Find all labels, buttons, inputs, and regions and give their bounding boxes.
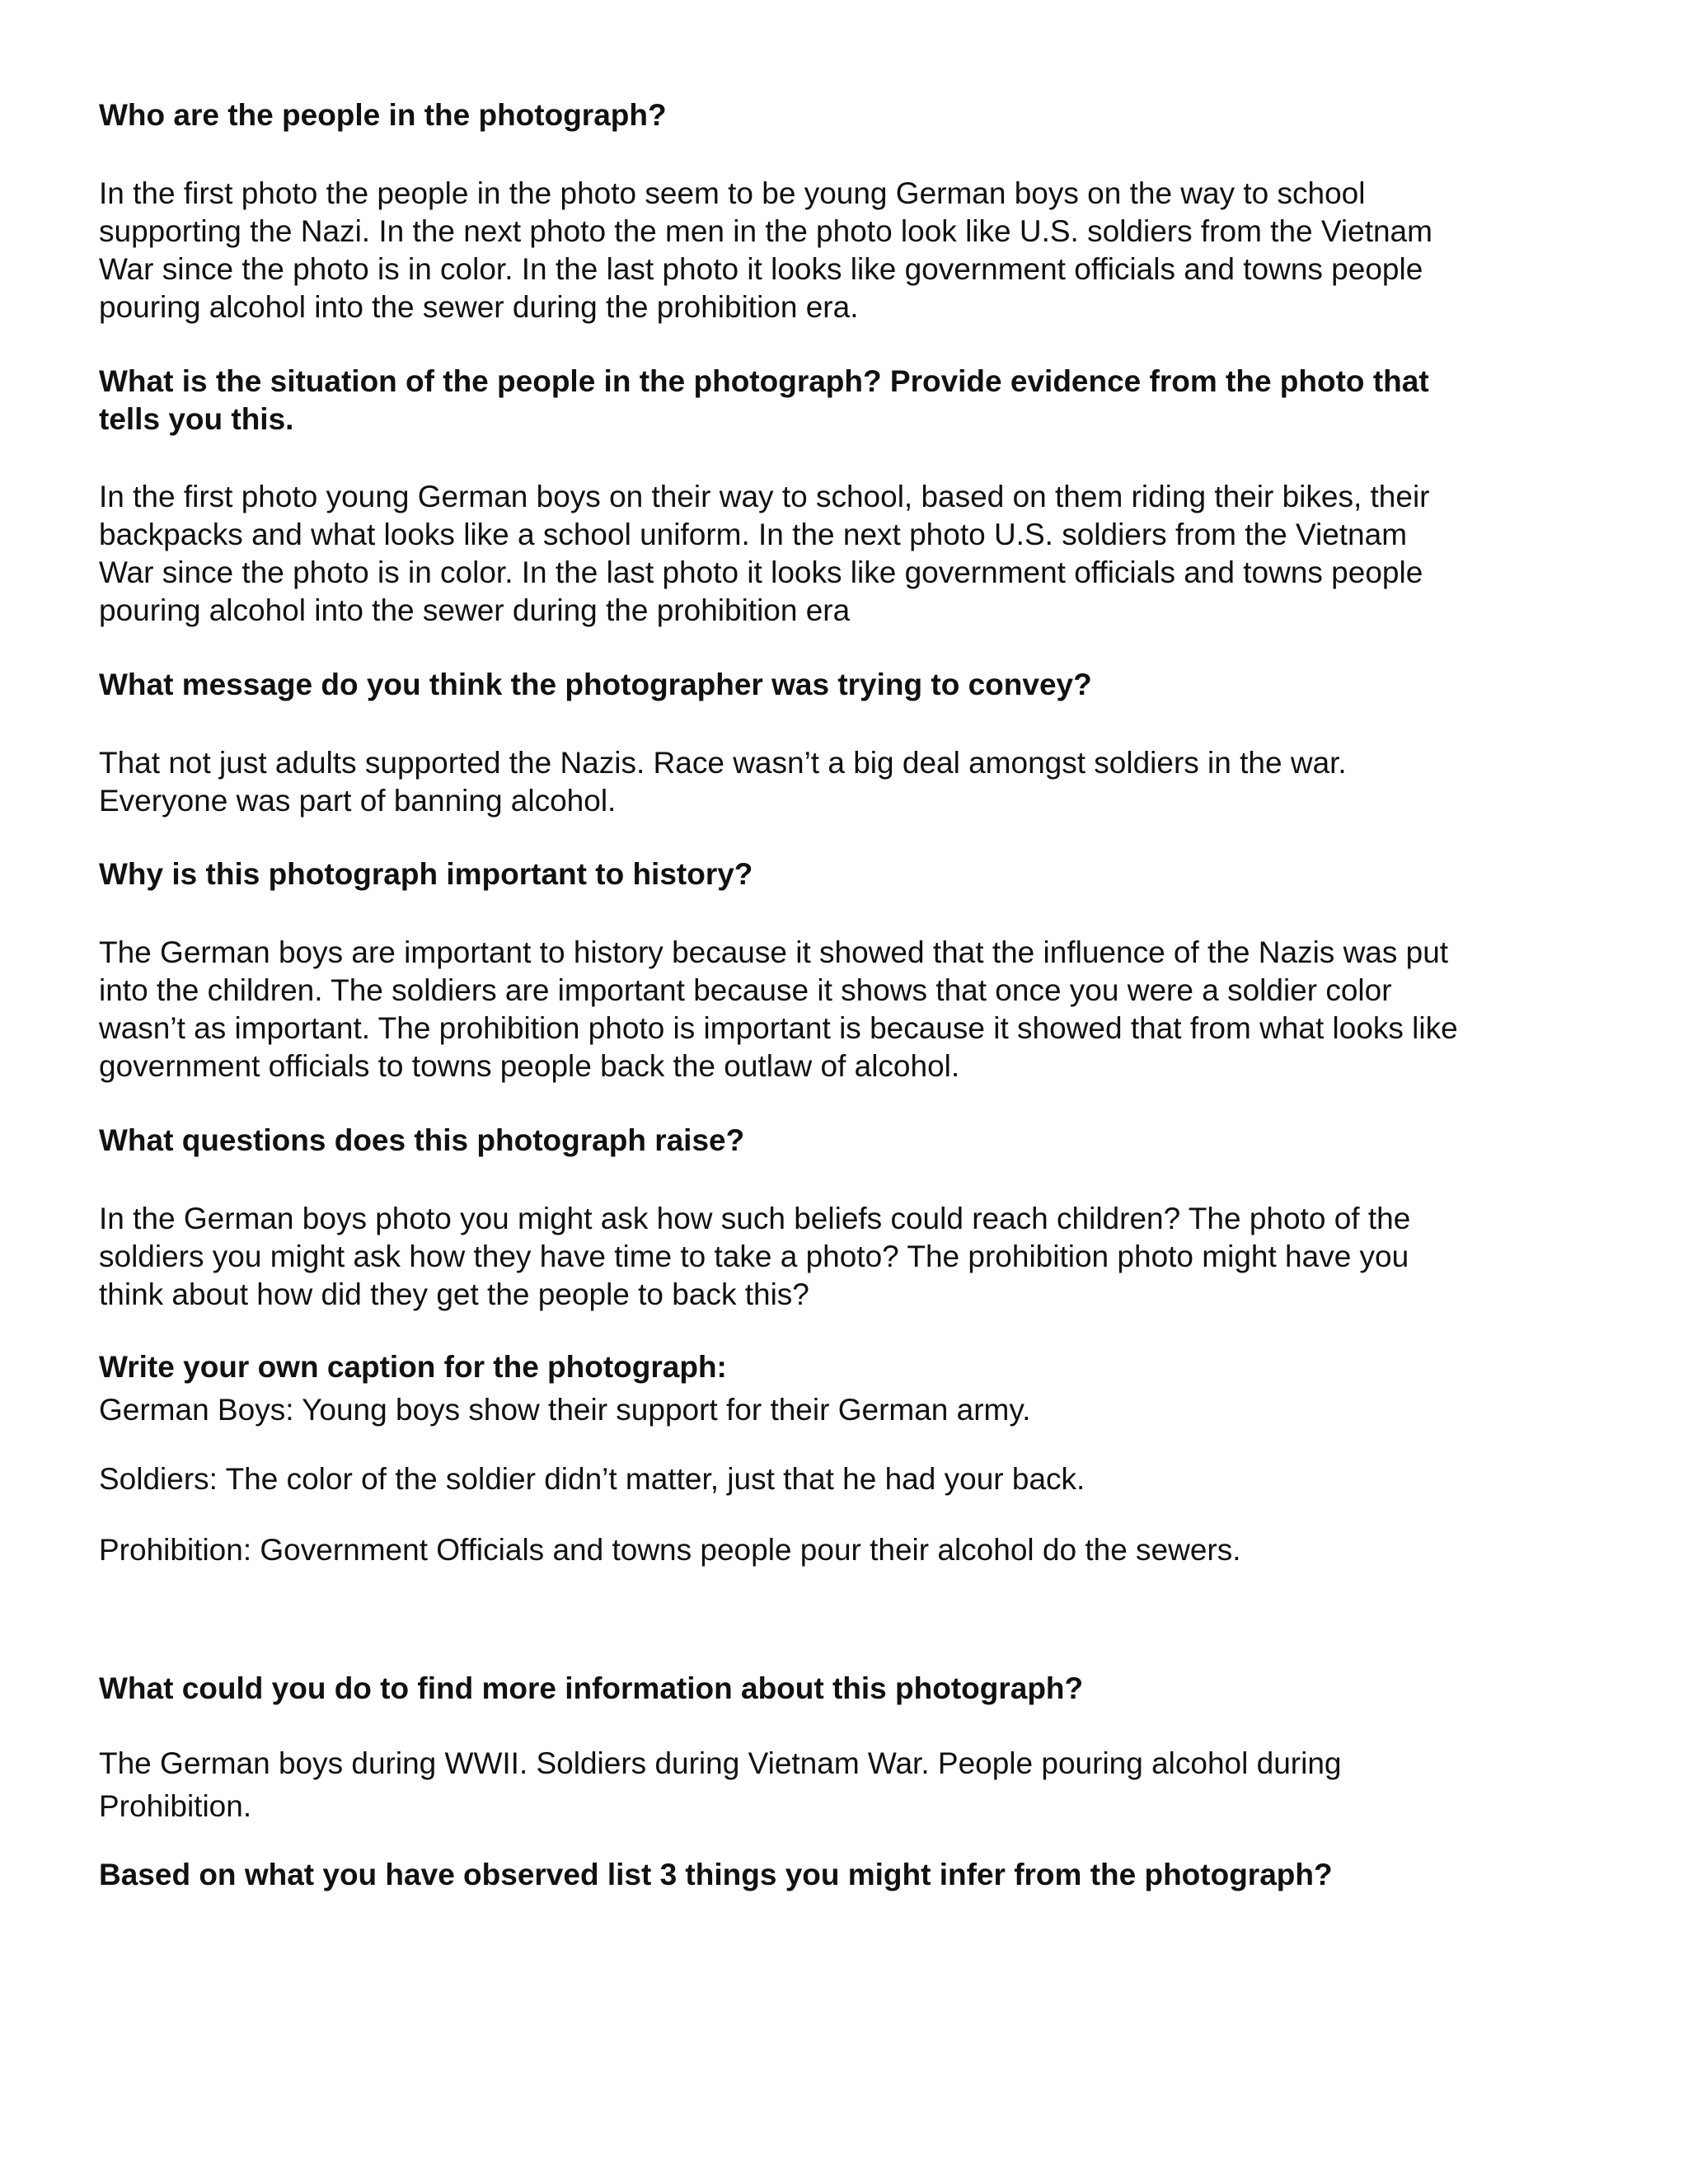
answer-importance xyxy=(99,934,1599,1085)
answer-line: War since the photo is in color. In the last photo it looks like government officials and towns people xyxy=(99,555,1423,589)
answer-line: pouring alcohol into the sewer during the prohibition era xyxy=(99,593,851,627)
answer-line: wasn’t as important. The prohibition photo is important is because it showed that from what looks like xyxy=(99,1011,1458,1045)
answer-line: In the German boys photo you might ask how such beliefs could reach children? The photo of the xyxy=(99,1202,1411,1235)
question-infer xyxy=(99,1856,1599,1894)
answer-line: Prohibition. xyxy=(99,1789,252,1823)
question-line: tells you this. xyxy=(99,402,294,436)
question-line: What could you do to find more information about this photograph? xyxy=(99,1671,1084,1705)
question-importance xyxy=(99,855,1599,893)
answer-people xyxy=(99,175,1599,326)
question-line: Why is this photograph important to history? xyxy=(99,857,753,891)
caption-soldiers xyxy=(99,1460,1599,1498)
question-line: What is the situation of the people in the photograph? Provide evidence from the photo that xyxy=(99,364,1429,398)
answer-line: Everyone was part of banning alcohol. xyxy=(99,784,617,818)
answer-line: government officials to towns people back the outlaw of alcohol. xyxy=(99,1049,960,1083)
question-line: What message do you think the photographer was trying to convey? xyxy=(99,668,1092,701)
question-line: What questions does this photograph raise? xyxy=(99,1123,745,1157)
answer-line: supporting the Nazi. In the next photo the men in the photo look like U.S. soldiers from the Vietnam xyxy=(99,214,1432,248)
question-line: Based on what you have observed list 3 things you might infer from the photograph? xyxy=(99,1858,1333,1891)
question-message xyxy=(99,666,1599,704)
answer-line: soldiers you might ask how they have time to take a photo? The prohibition photo might have you xyxy=(99,1240,1409,1273)
question-line: Who are the people in the photograph? xyxy=(99,98,667,132)
answer-raised xyxy=(99,1200,1599,1314)
question-situation xyxy=(99,363,1599,438)
caption-line: German Boys: Young boys show their support for their German army. xyxy=(99,1393,1031,1427)
answer-line: War since the photo is in color. In the last photo it looks like government officials and towns people xyxy=(99,252,1423,286)
question-caption xyxy=(99,1348,1599,1386)
caption-line: Prohibition: Government Officials and towns people pour their alcohol do the sewers. xyxy=(99,1533,1241,1567)
answer-line: think about how did they get the people to back this? xyxy=(99,1277,809,1311)
caption-prohibition xyxy=(99,1531,1599,1569)
answer-line: backpacks and what looks like a school uniform. In the next photo U.S. soldiers from the Vietnam xyxy=(99,518,1408,551)
answer-situation xyxy=(99,478,1599,630)
question-people xyxy=(99,96,1599,134)
answer-line: In the first photo young German boys on their way to school, based on them riding their bikes, their xyxy=(99,480,1430,513)
question-more-info xyxy=(99,1670,1599,1708)
answer-line: In the first photo the people in the photo seem to be young German boys on the way to school xyxy=(99,176,1366,210)
answer-line: pouring alcohol into the sewer during the prohibition era. xyxy=(99,290,859,324)
answer-line: That not just adults supported the Nazis. Race wasn’t a big deal amongst soldiers in the war. xyxy=(99,746,1347,780)
question-raised xyxy=(99,1122,1599,1160)
caption-german-boys xyxy=(99,1391,1599,1429)
answer-more-info xyxy=(99,1742,1599,1828)
answer-line: into the children. The soldiers are important because it shows that once you were a soldier color xyxy=(99,973,1392,1007)
answer-line: The German boys are important to history because it showed that the influence of the Nazis was put xyxy=(99,935,1449,969)
question-line: Write your own caption for the photograph: xyxy=(99,1350,727,1384)
answer-line: The German boys during WWII. Soldiers during Vietnam War. People pouring alcohol during xyxy=(99,1746,1342,1780)
answer-message xyxy=(99,744,1599,820)
caption-line: Soldiers: The color of the soldier didn’t matter, just that he had your back. xyxy=(99,1462,1085,1496)
